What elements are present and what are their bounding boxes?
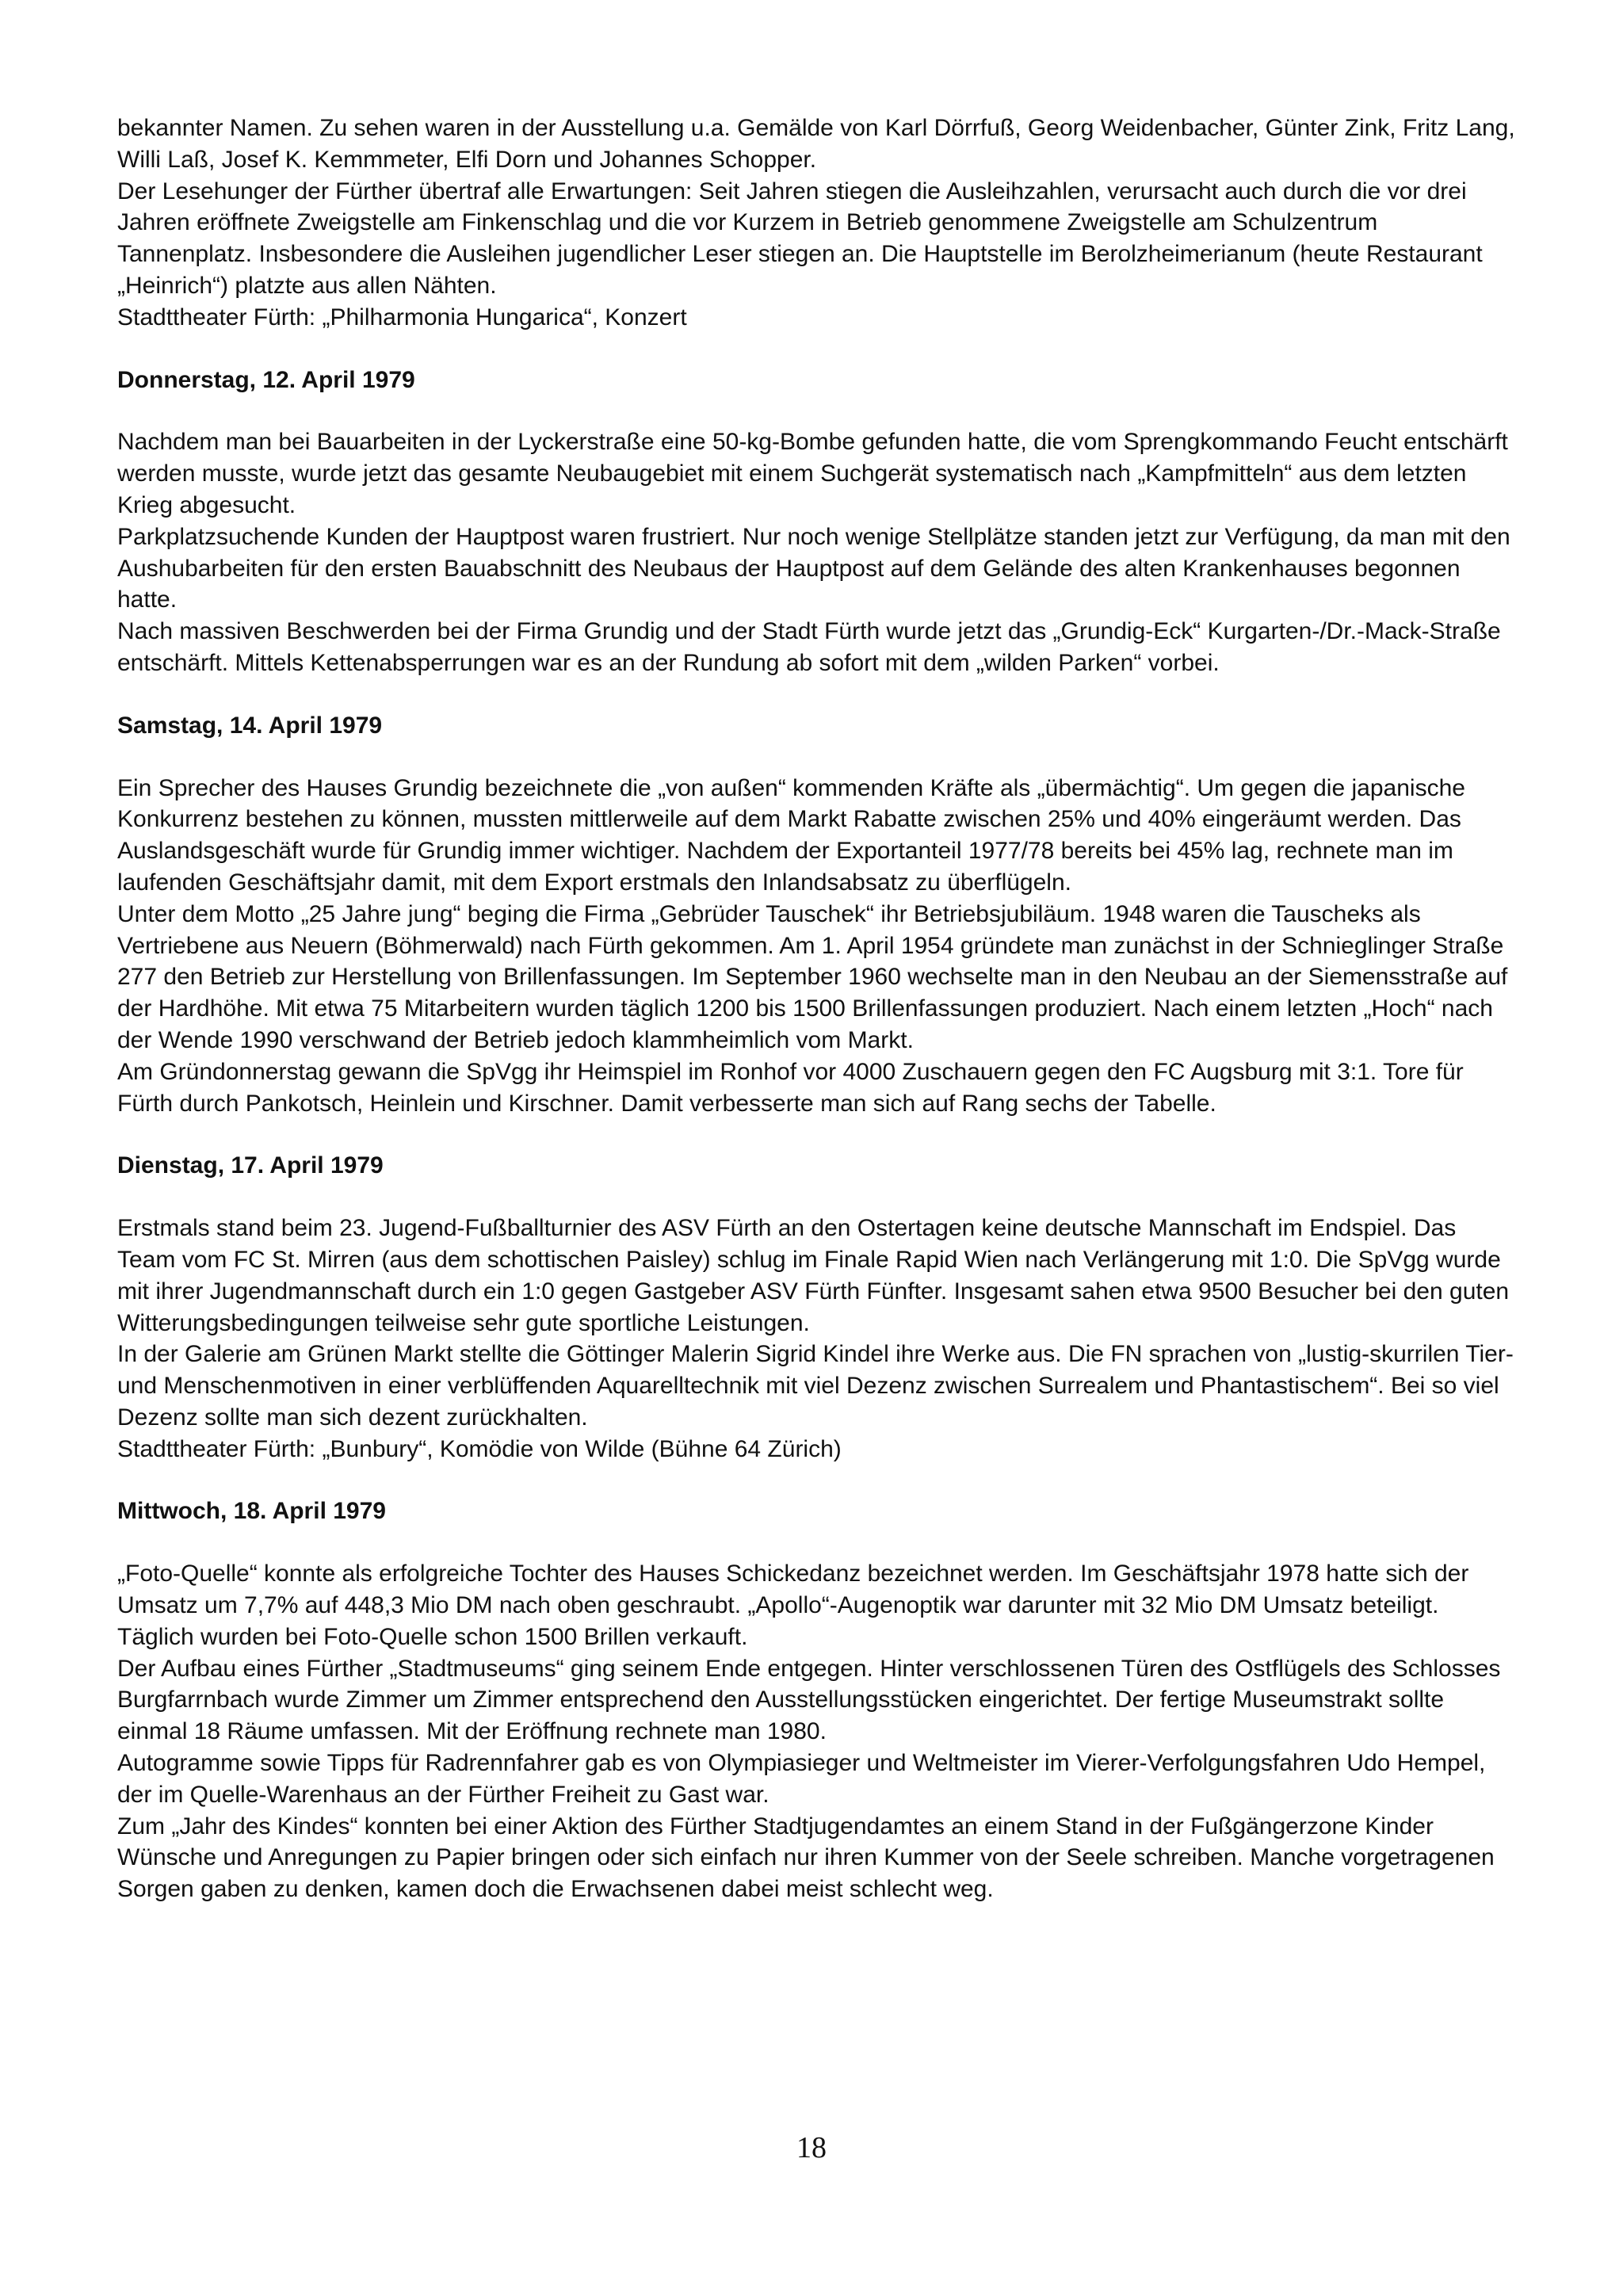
paragraph: Erstmals stand beim 23. Jugend-Fußballturnier des ASV Fürth an den Ostertagen keine deutsche Mannschaft im Endspiel. Das Team vom FC St. Mirren (aus dem schottischen Paisley) schlug im Finale Rapid Wien nach Verlängerung mit 1:0. Die SpVgg wurde mit ihrer Jugendmannschaft durch ein 1:0 gegen Gastgeber ASV Fürth Fünfter. Insgesamt sahen etwa 9500 Besucher bei den guten Witterungsbedingungen teilweise sehr gute sportliche Leistungen. <box>117 1215 1510 1336</box>
date-heading: Dienstag, 17. April 1979 <box>117 1152 384 1179</box>
paragraph: Der Lesehunger der Fürther übertraf alle Erwartungen: Seit Jahren stiegen die Ausleihzahlen, verursacht auch durch die vor drei Jahren eröffnete Zweigstelle am Finkenschlag und die vor Kurzem in Betrieb genommene Zweigstelle am Schulzentrum Tannenplatz. Insbesondere die Ausleihen jugendlicher Leser stiegen an. Die Hauptstelle im Berolzheimerianum (heute Restaurant „Heinrich“) platzte aus allen Nähten. <box>117 178 1483 299</box>
date-heading: Donnerstag, 12. April 1979 <box>117 366 415 393</box>
paragraph: In der Galerie am Grünen Markt stellte die Göttinger Malerin Sigrid Kindel ihre Werke aus. Die FN sprachen von „lustig-skurrilen Tier- und Menschenmotiven in einer verblüffenden Aquarelltechnik mit viel Dezenz zwischen Surrealem und Phantastischem“. Bei so viel Dezenz sollte man sich dezent zurückhalten. <box>117 1341 1514 1431</box>
entry-samstag-14-april <box>117 710 1518 1120</box>
paragraph: bekannter Namen. Zu sehen waren in der Ausstellung u.a. Gemälde von Karl Dörrfuß, Georg Weidenbacher, Günter Zink, Fritz Lang, Willi Laß, Josef K. Kemmmeter, Elfi Dorn und Johannes Schopper. <box>117 115 1515 173</box>
paragraph: „Foto-Quelle“ konnte als erfolgreiche Tochter des Hauses Schickedanz bezeichnet werden. Im Geschäftsjahr 1978 hatte sich der Umsatz um 7,7% auf 448,3 Mio DM nach oben geschraubt. „Apollo“-Augenoptik war darunter mit 32 Mio DM Umsatz beteiligt. Täglich wurden bei Foto-Quelle schon 1500 Brillen verkauft. <box>117 1561 1469 1650</box>
paragraph: Parkplatzsuchende Kunden der Hauptpost waren frustriert. Nur noch wenige Stellplätze standen jetzt zur Verfügung, da man mit den Aushubarbeiten für den ersten Bauabschnitt des Neubaus der Hauptpost auf dem Gelände des alten Krankenhauses begonnen hatte. <box>117 523 1510 613</box>
entry-donnerstag-12-april <box>117 365 1518 679</box>
page-number: 18 <box>796 2131 827 2164</box>
date-heading: Mittwoch, 18. April 1979 <box>117 1498 386 1525</box>
paragraph: Nach massiven Beschwerden bei der Firma Grundig und der Stadt Fürth wurde jetzt das „Grundig-Eck“ Kurgarten-/Dr.-Mack-Straße entschärft. Mittels Kettenabsperrungen war es an der Rundung ab sofort mit dem „wilden Parken“ vorbei. <box>117 618 1501 676</box>
paragraph: Stadttheater Fürth: „Bunbury“, Komödie von Wilde (Bühne 64 Zürich) <box>117 1435 842 1462</box>
paragraph: Ein Sprecher des Hauses Grundig bezeichnete die „von außen“ kommenden Kräfte als „übermächtig“. Um gegen die japanische Konkurrenz bestehen zu können, mussten mittlerweile auf dem Markt Rabatte zwischen 25% und 40% eingeräumt werden. Das Auslandsgeschäft wurde für Grundig immer wichtiger. Nachdem der Exportanteil 1977/78 bereits bei 45% lag, rechnete man im laufenden Geschäftsjahr damit, mit dem Export erstmals den Inlandsabsatz zu überflügeln. <box>117 774 1465 896</box>
paragraph: Nachdem man bei Bauarbeiten in der Lyckerstraße eine 50-kg-Bombe gefunden hatte, die vom Sprengkommando Feucht entschärft werden musste, wurde jetzt das gesamte Neubaugebiet mit einem Suchgerät systematisch nach „Kampfmitteln“ aus dem letzten Krieg abgesucht. <box>117 429 1508 518</box>
entry-dienstag-17-april <box>117 1150 1518 1465</box>
paragraph: Autogramme sowie Tipps für Radrennfahrer gab es von Olympiasieger und Weltmeister im Vierer-Verfolgungsfahren Udo Hempel, der im Quelle-Warenhaus an der Fürther Freiheit zu Gast war. <box>117 1750 1486 1808</box>
paragraph: Unter dem Motto „25 Jahre jung“ beging die Firma „Gebrüder Tauschek“ ihr Betriebsjubiläum. 1948 waren die Tauscheks als Vertriebene aus Neuern (Böhmerwald) nach Fürth gekommen. Am 1. April 1954 gründete man zunächst in der Schnieglinger Straße 277 den Betrieb zur Herstellung von Brillenfassungen. Im September 1960 wechselte man in den Neubau an der Siemensstraße auf der Hardhöhe. Mit etwa 75 Mitarbeitern wurden täglich 1200 bis 1500 Brillenfassungen produziert. Nach einem letzten „Hoch“ nach der Wende 1990 verschwand der Betrieb jedoch klammheimlich vom Markt. <box>117 900 1508 1053</box>
page-content <box>117 113 1518 1905</box>
intro-section <box>117 113 1518 334</box>
paragraph: Am Gründonnerstag gewann die SpVgg ihr Heimspiel im Ronhof vor 4000 Zuschauern gegen den FC Augsburg mit 3:1. Tore für Fürth durch Pankotsch, Heinlein und Kirschner. Damit verbesserte man sich auf Rang sechs der Tabelle. <box>117 1058 1464 1117</box>
paragraph: Zum „Jahr des Kindes“ konnten bei einer Aktion des Fürther Stadtjugendamtes an einem Stand in der Fußgängerzone Kinder Wünsche und Anregungen zu Papier bringen oder sich einfach nur ihren Kummer von der Seele schreiben. Manche vorgetragenen Sorgen gaben zu denken, kamen doch die Erwachsenen dabei meist schlecht weg. <box>117 1813 1495 1903</box>
paragraph: Der Aufbau eines Fürther „Stadtmuseums“ ging seinem Ende entgegen. Hinter verschlossenen Türen des Ostflügels des Schlosses Burgfarrnbach wurde Zimmer um Zimmer entsprechend den Ausstellungsstücken eingerichtet. Der fertige Museumstrakt sollte einmal 18 Räume umfassen. Mit der Eröffnung rechnete man 1980. <box>117 1655 1501 1745</box>
paragraph: Stadttheater Fürth: „Philharmonia Hungarica“, Konzert <box>117 304 687 330</box>
entry-mittwoch-18-april <box>117 1496 1518 1905</box>
date-heading: Samstag, 14. April 1979 <box>117 712 383 739</box>
